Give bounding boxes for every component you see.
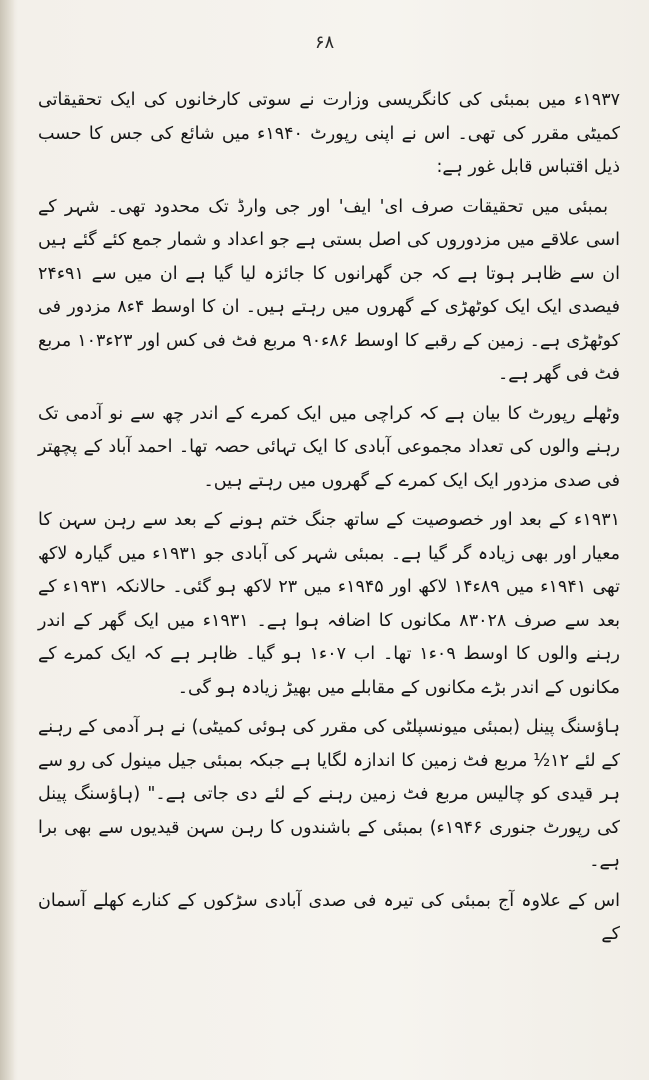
paragraph-bombay-population: ۱۹۳۱ء کے بعد اور خصوصیت کے ساتھ جنگ ختم ہونے کے بعد سے رہن سہن کا معیار اور بھی زیادہ گر گیا ہے۔ بمبئی شہر کی آبادی جو ۱۹۳۱ء میں گیارہ لاکھ تھی ۱۹۴۱ء میں ۸۹ء۱۴ لاکھ اور ۱۹۴۵ء میں ۲۳ لاکھ ہو گئی۔ حالانکہ ۱۹۳۱ء کے بعد سے صرف ۸۳۰۲۸ مکانوں کا اضافہ ہوا ہے۔ ۱۹۳۱ء میں ایک گھر کے اندر رہنے والوں کا اوسط ۰۹ء۱ تھا۔ اب ۰۷ء۱ ہو گیا۔ ظاہر ہے کہ ایک کمرے کے مکانوں کے اندر بڑے مکانوں کے مقابلے میں بھیڑ زیادہ ہو گی۔ [38, 510, 621, 698]
page-number: ۶۸ [314, 32, 335, 53]
paragraph-report-quote: بمبئی میں تحقیقات صرف ای' ایف' اور جی وارڈ تک محدود تھی۔ شہر کے اسی علاقے میں مزدوروں کی اصل بستی ہے جو اعداد و شمار جمع کئے گئے ہیں ان سے ظاہر ہوتا ہے کہ جن گھرانوں کا جائزہ لیا گیا ہے ان میں سے ۹۱ء۲۴ فیصدی ایک ایک کوٹھڑی کے گھروں میں رہتے ہیں۔ ان کا اوسط ۴ء۸ مزدور فی کوٹھڑی ہے۔ زمین کے رقبے کا اوسط ۸۶ء۹۰ مربع فٹ فی کس اور ۲۳ء۱۰۳ مربع فٹ فی گھر ہے۔ [38, 196, 621, 384]
paragraph-continuation: اس کے علاوہ آج بمبئی کی تیرہ فی صدی آبادی سڑکوں کے کنارے کھلے آسمان کے [38, 890, 620, 944]
paragraph-committee-report: ۱۹۳۷ء میں بمبئی کی کانگریسی وزارت نے سوتی کارخانوں کی ایک تحقیقاتی کمیٹی مقرر کی تھی۔ اس نے اپنی رپورٹ ۱۹۴۰ء میں شائع کی جس کا حسب ذیل اقتباس قابل غور ہے: [38, 90, 620, 177]
paragraph-karachi-report: وٹھلے رپورٹ کا بیان ہے کہ کراچی میں ایک کمرے کے اندر چھ سے نو آدمی تک رہنے والوں کی تعداد مجموعی آبادی کا ایک تہائی حصہ تھا۔ احمد آباد کے پچھتر فی صدی مزدور ایک ایک کمرے کے گھروں میں رہتے ہیں۔ [38, 403, 620, 491]
page-body [38, 84, 620, 958]
page-binding-shadow [0, 0, 14, 1080]
paragraph-housing-panel: ہاؤسنگ پینل (بمبئی میونسپلٹی کی مقرر کی ہوئی کمیٹی) نے ہر آدمی کے رہنے کے لئے ۱۲½ مربع فٹ زمین کا اندازہ لگایا ہے جبکہ بمبئی جیل مینول کی رو سے ہر قیدی کو چالیس مربع فٹ زمین رہنے کے لئے دی جاتی ہے۔" (ہاؤسنگ پینل کی رپورٹ جنوری ۱۹۴۶ء) بمبئی کے باشندوں کا رہن سہن قیدیوں سے بھی برا ہے۔ [38, 717, 621, 871]
